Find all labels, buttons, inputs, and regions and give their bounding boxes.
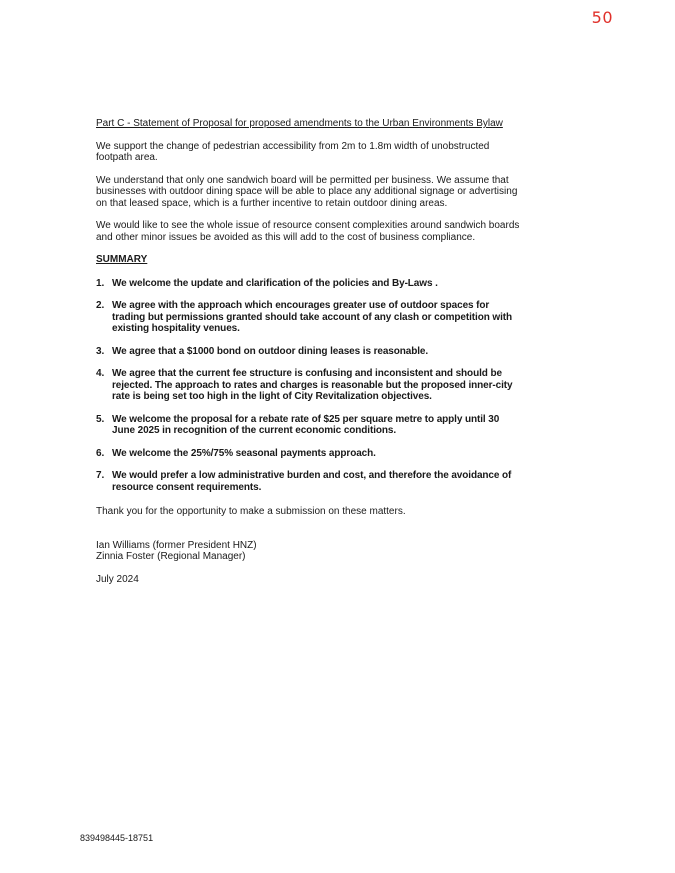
summary-list	[96, 278, 521, 494]
summary-item	[96, 346, 521, 358]
summary-item-text: We welcome the proposal for a rebate rate of $25 per square metre to apply until 30 June 2025 in recognition of the current economic conditions.	[112, 413, 500, 436]
summary-item-text: We agree that the current fee structure is confusing and inconsistent and should be rejected. The approach to rates and charges is reasonable but the proposed inner-city rate is being set too high in the light of City Revitalization objectives.	[112, 368, 513, 402]
summary-item-number: 4.	[96, 368, 105, 379]
section-heading: Part C - Statement of Proposal for proposed amendments to the Urban Environments Bylaw	[96, 118, 503, 129]
paragraph-footpath: We support the change of pedestrian accessibility from 2m to 1.8m width of unobstructed footpath area.	[96, 140, 490, 163]
signatory-line: Zinnia Foster (Regional Manager)	[96, 551, 246, 562]
summary-item	[96, 448, 521, 460]
summary-item	[96, 368, 521, 403]
summary-item	[96, 300, 521, 335]
summary-item-text: We welcome the 25%/75% seasonal payments approach.	[112, 447, 376, 459]
summary-item-number: 5.	[96, 413, 105, 425]
document-date: July 2024	[96, 573, 139, 585]
summary-item-text: We agree that a $1000 bond on outdoor dining leases is reasonable.	[112, 345, 429, 357]
summary-item	[96, 470, 521, 493]
thanks-paragraph: Thank you for the opportunity to make a submission on these matters.	[96, 506, 406, 517]
page-number: 50	[591, 8, 613, 27]
paragraph-sandwich-board: We understand that only one sandwich board will be permitted per business. We assume that businesses with outdoor dining space will be able to place any additional signage or advertising on that leased space, which is a further incentive to retain outdoor dining areas.	[96, 174, 518, 209]
summary-item	[96, 278, 521, 290]
document-id: 839498445-18751	[80, 833, 154, 843]
summary-item-number: 6.	[96, 447, 105, 459]
summary-item-number: 2.	[96, 300, 105, 311]
summary-item-number: 7.	[96, 470, 105, 481]
document-body	[96, 118, 521, 585]
summary-item-text: We would prefer a low administrative burden and cost, and therefore the avoidance of resource consent requirements.	[112, 470, 512, 493]
summary-item-number: 1.	[96, 277, 105, 289]
summary-item-text: We agree with the approach which encourages greater use of outdoor spaces for trading but permissions granted should take account of any clash or competition with existing hospitality venues.	[112, 300, 512, 334]
summary-item	[96, 414, 521, 437]
summary-item-text: We welcome the update and clarification of the policies and By-Laws .	[112, 277, 438, 289]
paragraph-resource-consent: We would like to see the whole issue of resource consent complexities around sandwich boards and other minor issues be avoided as this will add to the cost of business compliance.	[96, 220, 520, 243]
signatory-line: Ian Williams (former President HNZ)	[96, 539, 257, 551]
summary-item-number: 3.	[96, 345, 105, 357]
summary-title: SUMMARY	[96, 254, 148, 265]
